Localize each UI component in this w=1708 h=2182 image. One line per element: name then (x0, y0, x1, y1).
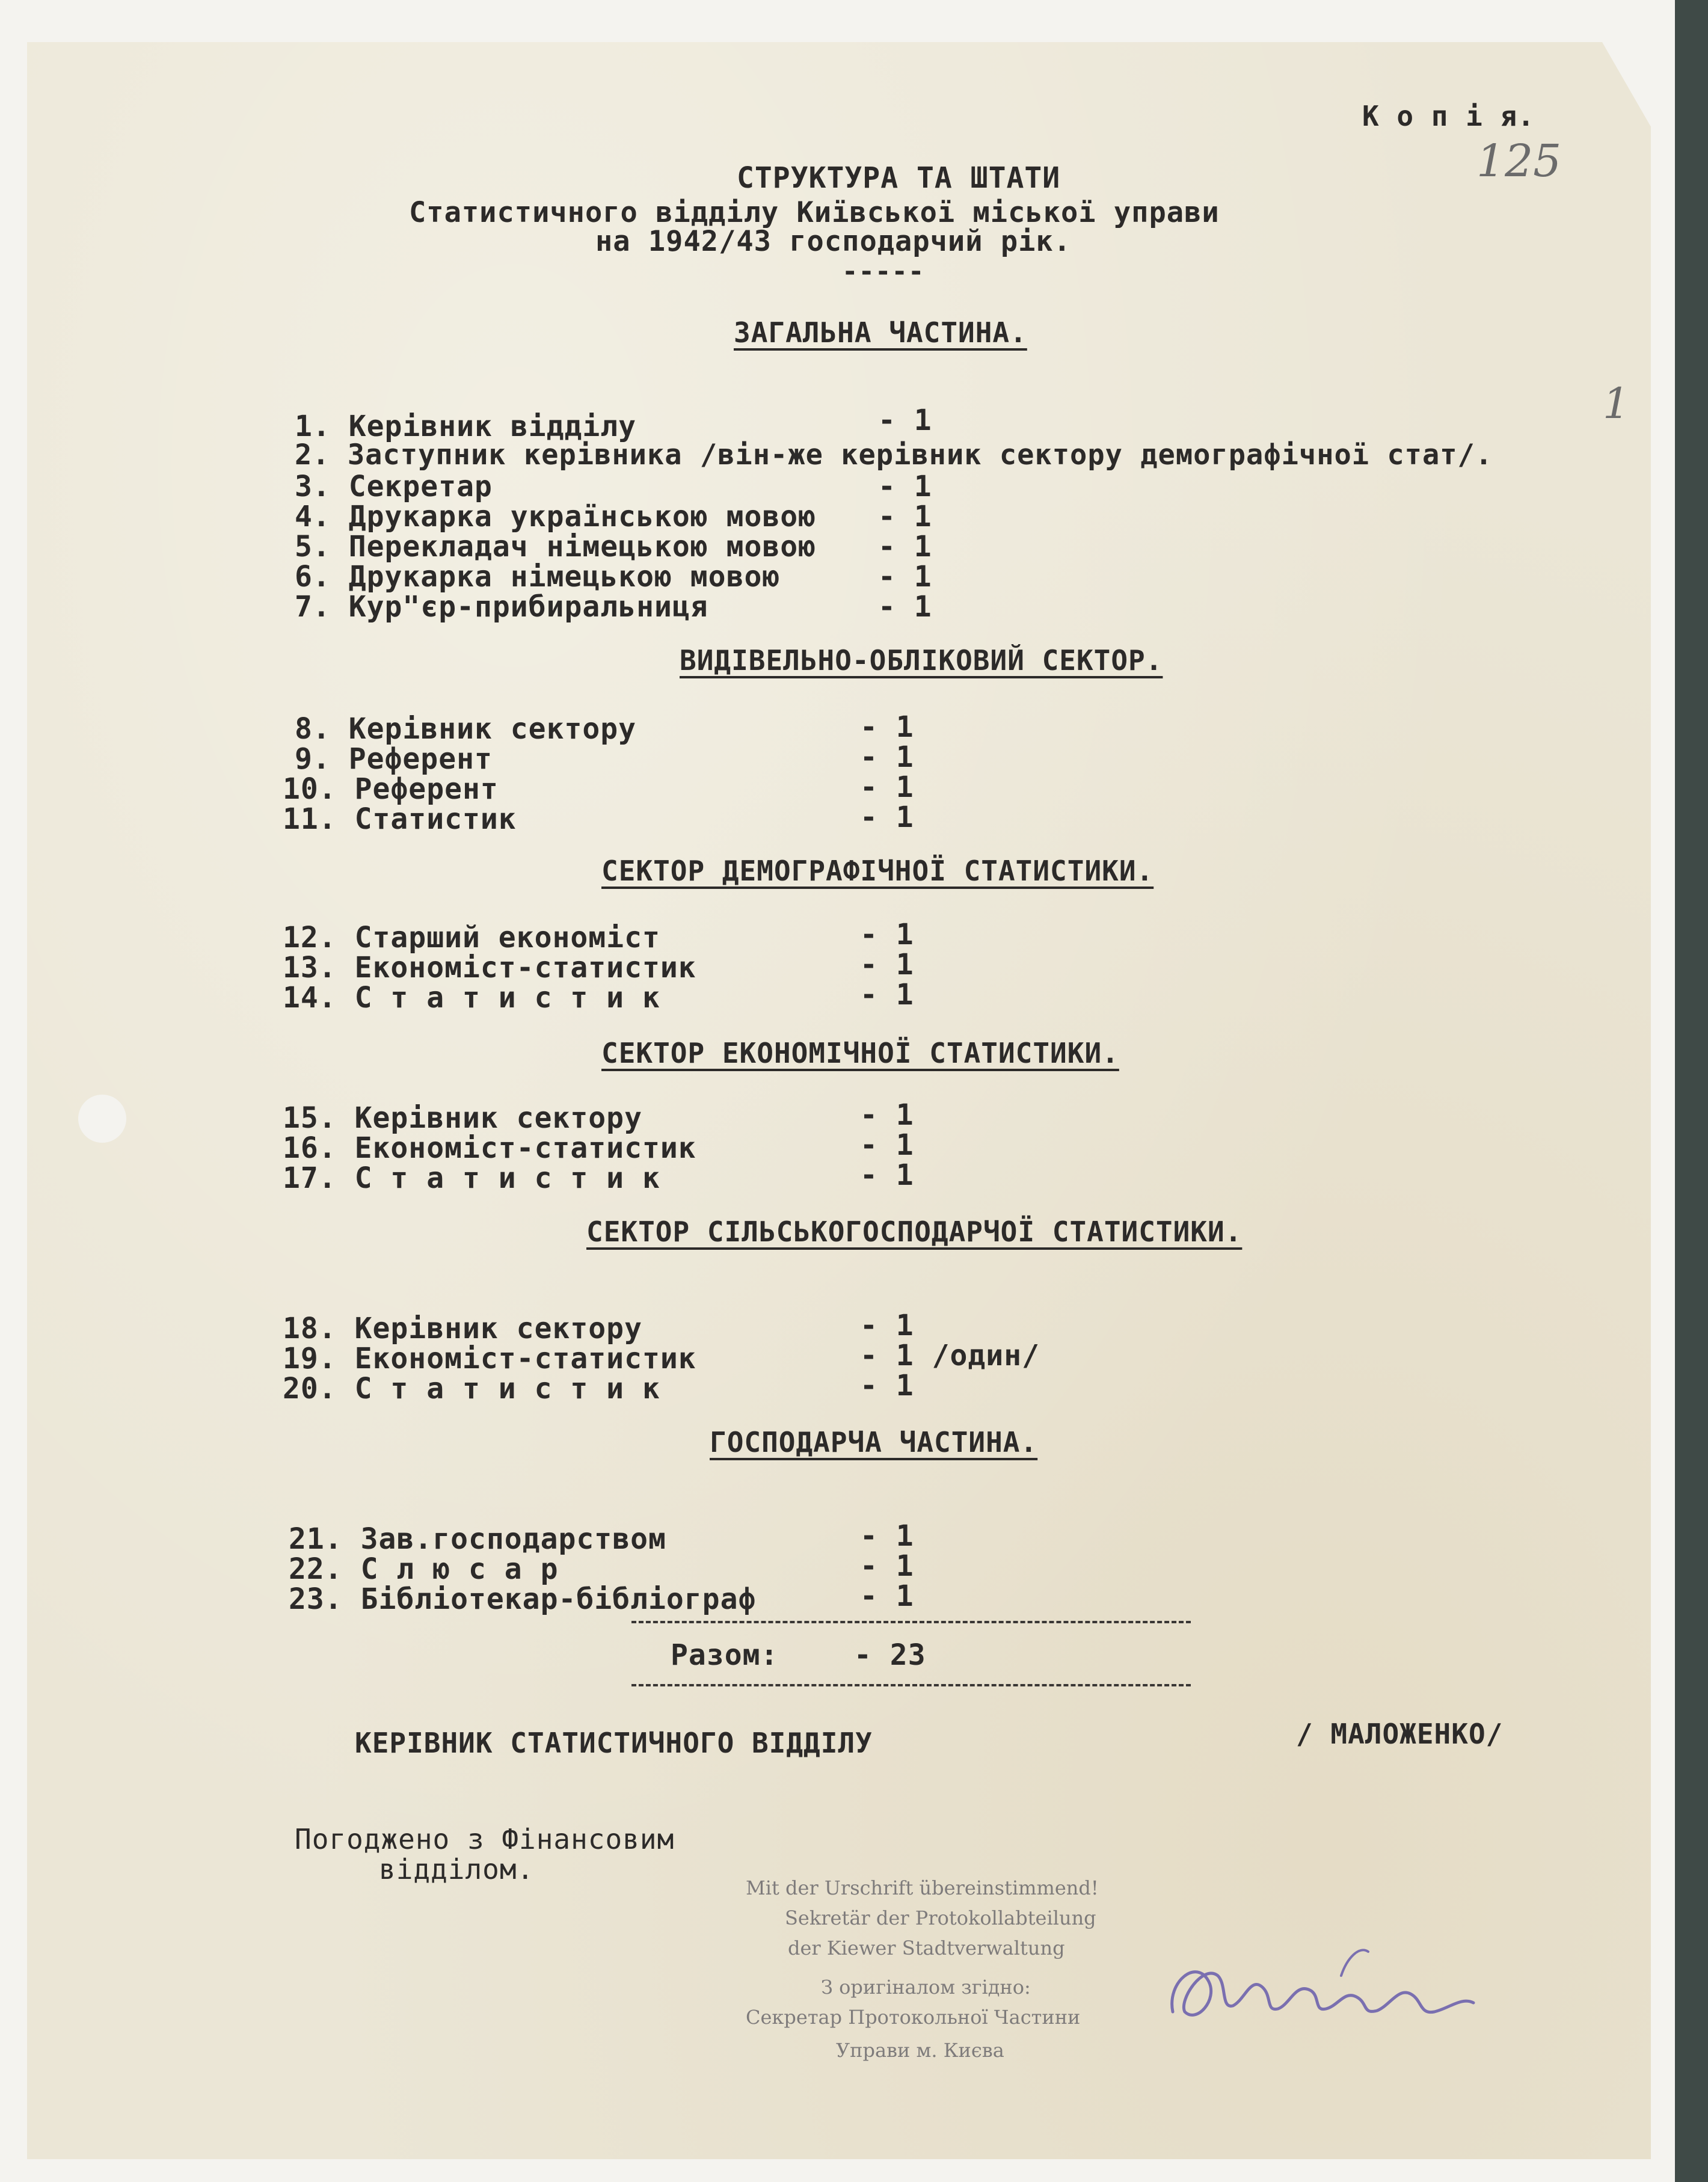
title-line-2: Статистичного відділу Київської міської управи (409, 196, 1220, 229)
document-sheet (27, 42, 1651, 2159)
staff-item: 4. Друкарка українською мовою (295, 500, 817, 533)
staff-item: 8. Керівник сектору (295, 712, 637, 746)
staff-item: 18. Керівник сектору (283, 1312, 642, 1345)
staff-count: - 1 (860, 770, 914, 804)
staff-item: 2. Заступник керівника /він-же керівник сектору демографічної стат/. (295, 438, 1493, 472)
scan-border (1675, 0, 1708, 2182)
staff-item: 21. Зав.господарством (289, 1522, 666, 1556)
stamp-line-3: der Kiewer Stadtverwaltung (788, 1937, 1065, 1959)
staff-count: - 1 (860, 1549, 914, 1583)
staff-count: - 1 (878, 560, 932, 594)
staff-item: 17. С т а т и с т и к (283, 1161, 660, 1195)
section-heading-records: ВИДІВЕЛЬНО-ОБЛІКОВИЙ СЕКТОР. (680, 644, 1163, 677)
stamp-line-4: З оригіналом згідно: (821, 1976, 1031, 1999)
staff-count: - 1 (860, 1128, 914, 1162)
staff-item: 19. Економіст-статистик (283, 1342, 696, 1375)
staff-count: - 1 (860, 740, 914, 774)
staff-item: 20. С т а т и с т и к (283, 1372, 660, 1406)
staff-item: 1. Керівник відділу (295, 410, 637, 443)
margin-mark: 1 (1603, 379, 1630, 428)
section-heading-agricultural: СЕКТОР СІЛЬСЬКОГОСПОДАРЧОЇ СТАТИСТИКИ. (586, 1215, 1243, 1248)
staff-item: 11. Статистик (283, 802, 517, 836)
staff-count: - 1 (860, 1369, 914, 1403)
stamp-line-2: Sekretär der Protokollabteilung (785, 1907, 1096, 1929)
section-heading-demographic: СЕКТОР ДЕМОГРАФІЧНОЇ СТАТИСТИКИ. (601, 855, 1154, 887)
staff-item: 6. Друкарка німецькою мовою (295, 560, 781, 594)
total-rule-top (631, 1621, 1191, 1623)
staff-count: - 1 (878, 404, 932, 437)
signature (1161, 1940, 1498, 2042)
title-rule: ----- (842, 256, 925, 287)
signatory-name: / МАЛОЖЕНКО/ (1296, 1718, 1504, 1750)
punch-hole (78, 1095, 126, 1143)
staff-count: - 1 (860, 1519, 914, 1553)
total-value: - 23 (854, 1638, 926, 1672)
copy-label: К о п і я. (1362, 100, 1535, 132)
staff-item: 9. Референт (295, 742, 493, 776)
total-label: Разом: (671, 1638, 779, 1672)
page-number: 125 (1476, 135, 1562, 187)
staff-count: - 1 (860, 1579, 914, 1613)
staff-item: 7. Кур"єр-прибиральниця (295, 590, 708, 624)
stamp-line-1: Mit der Urschrift übereinstimmend! (746, 1876, 1099, 1899)
section-heading-economic: СЕКТОР ЕКОНОМІЧНОЇ СТАТИСТИКИ. (601, 1037, 1119, 1069)
section-heading-household: ГОСПОДАРЧА ЧАСТИНА. (710, 1426, 1038, 1458)
staff-count: - 1 (860, 710, 914, 744)
staff-count: - 1 /один/ (860, 1339, 1040, 1372)
approval-line-1: Погоджено з Фінансовим (295, 1823, 675, 1855)
staff-count: - 1 (860, 978, 914, 1012)
staff-item: 3. Секретар (295, 470, 493, 503)
staff-count: - 1 (878, 530, 932, 564)
staff-item: 5. Перекладач німецькою мовою (295, 530, 817, 564)
staff-item: 15. Керівник сектору (283, 1101, 642, 1135)
staff-count: - 1 (860, 1309, 914, 1342)
staff-item: 23. Бібліотекар-бібліограф (289, 1582, 757, 1616)
staff-count: - 1 (878, 470, 932, 503)
title-line-1: СТРУКТУРА ТА ШТАТИ (737, 161, 1061, 195)
staff-item: 12. Старший економіст (283, 921, 660, 954)
stamp-line-5: Секретар Протокольної Частини (746, 2006, 1081, 2029)
staff-item: 14. С т а т и с т и к (283, 981, 660, 1015)
title-line-3: на 1942/43 господарчий рік. (595, 225, 1072, 258)
stamp-line-6: Управи м. Києва (836, 2039, 1004, 2062)
staff-count: - 1 (878, 590, 932, 624)
approval-line-2: відділом. (379, 1853, 535, 1885)
staff-item: 16. Економіст-статистик (283, 1131, 696, 1165)
staff-item: 22. С л ю с а р (289, 1552, 559, 1586)
staff-item: 10. Референт (283, 772, 499, 806)
staff-count: - 1 (860, 948, 914, 982)
staff-count: - 1 (860, 918, 914, 951)
staff-count: - 1 (878, 500, 932, 533)
staff-count: - 1 (860, 1098, 914, 1132)
section-heading-general: ЗАГАЛЬНА ЧАСТИНА. (734, 316, 1027, 349)
staff-item: 13. Економіст-статистик (283, 951, 696, 985)
staff-count: - 1 (860, 1158, 914, 1192)
staff-count: - 1 (860, 801, 914, 834)
signatory-title: КЕРІВНИК СТАТИСТИЧНОГО ВІДДІЛУ (355, 1727, 873, 1759)
total-rule-bottom (631, 1684, 1191, 1686)
